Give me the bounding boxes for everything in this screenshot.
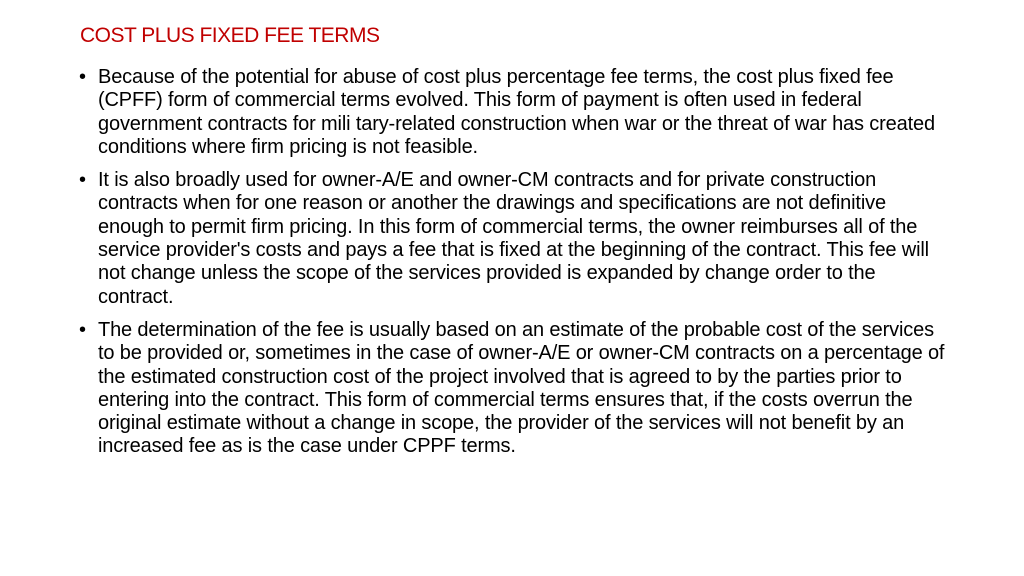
bullet-dot-icon: • [79, 318, 86, 341]
bullet-text-3: The determination of the fee is usually based on an estimate of the probable cost of the services to be provided or, sometimes in the case of owner-A/E or owner-CM contracts on a percentage of the estimated construction cost of the project involved that is agreed to by the parties prior to entering into the contract. This form of commercial terms ensures that, if the costs overrun the original estimate without a change in scope, the provider of the services will not benefit by an increased fee as is the case under CPPF terms. [98, 318, 945, 458]
bullet-item-2 [76, 169, 946, 309]
slide-title: COST PLUS FIXED FEE TERMS [80, 24, 380, 47]
bullet-item-1 [76, 66, 946, 159]
bullet-dot-icon: • [79, 66, 86, 88]
bullet-dot-icon: • [79, 169, 86, 192]
bullet-text-1: Because of the potential for abuse of cost plus percentage fee terms, the cost plus fixed fee (CPFF) form of commercial terms evolved. This form of payment is often used in federal government contracts for mili tary-related construction when war or the threat of war has created conditions where firm pricing is not feasible. [98, 66, 935, 158]
bullet-text-2: It is also broadly used for owner-A/E and owner-CM contracts and for private construction contracts when for one reason or another the drawings and specifications are not definitive enough to permit firm pricing. In this form of commercial terms, the owner reimburses all of the service provider's costs and pays a fee that is fixed at the beginning of the contract. This fee will not change unless the scope of the services provided is expanded by change order to the contract. [98, 169, 929, 308]
bullet-item-3 [76, 319, 946, 459]
bullet-list [76, 66, 946, 469]
